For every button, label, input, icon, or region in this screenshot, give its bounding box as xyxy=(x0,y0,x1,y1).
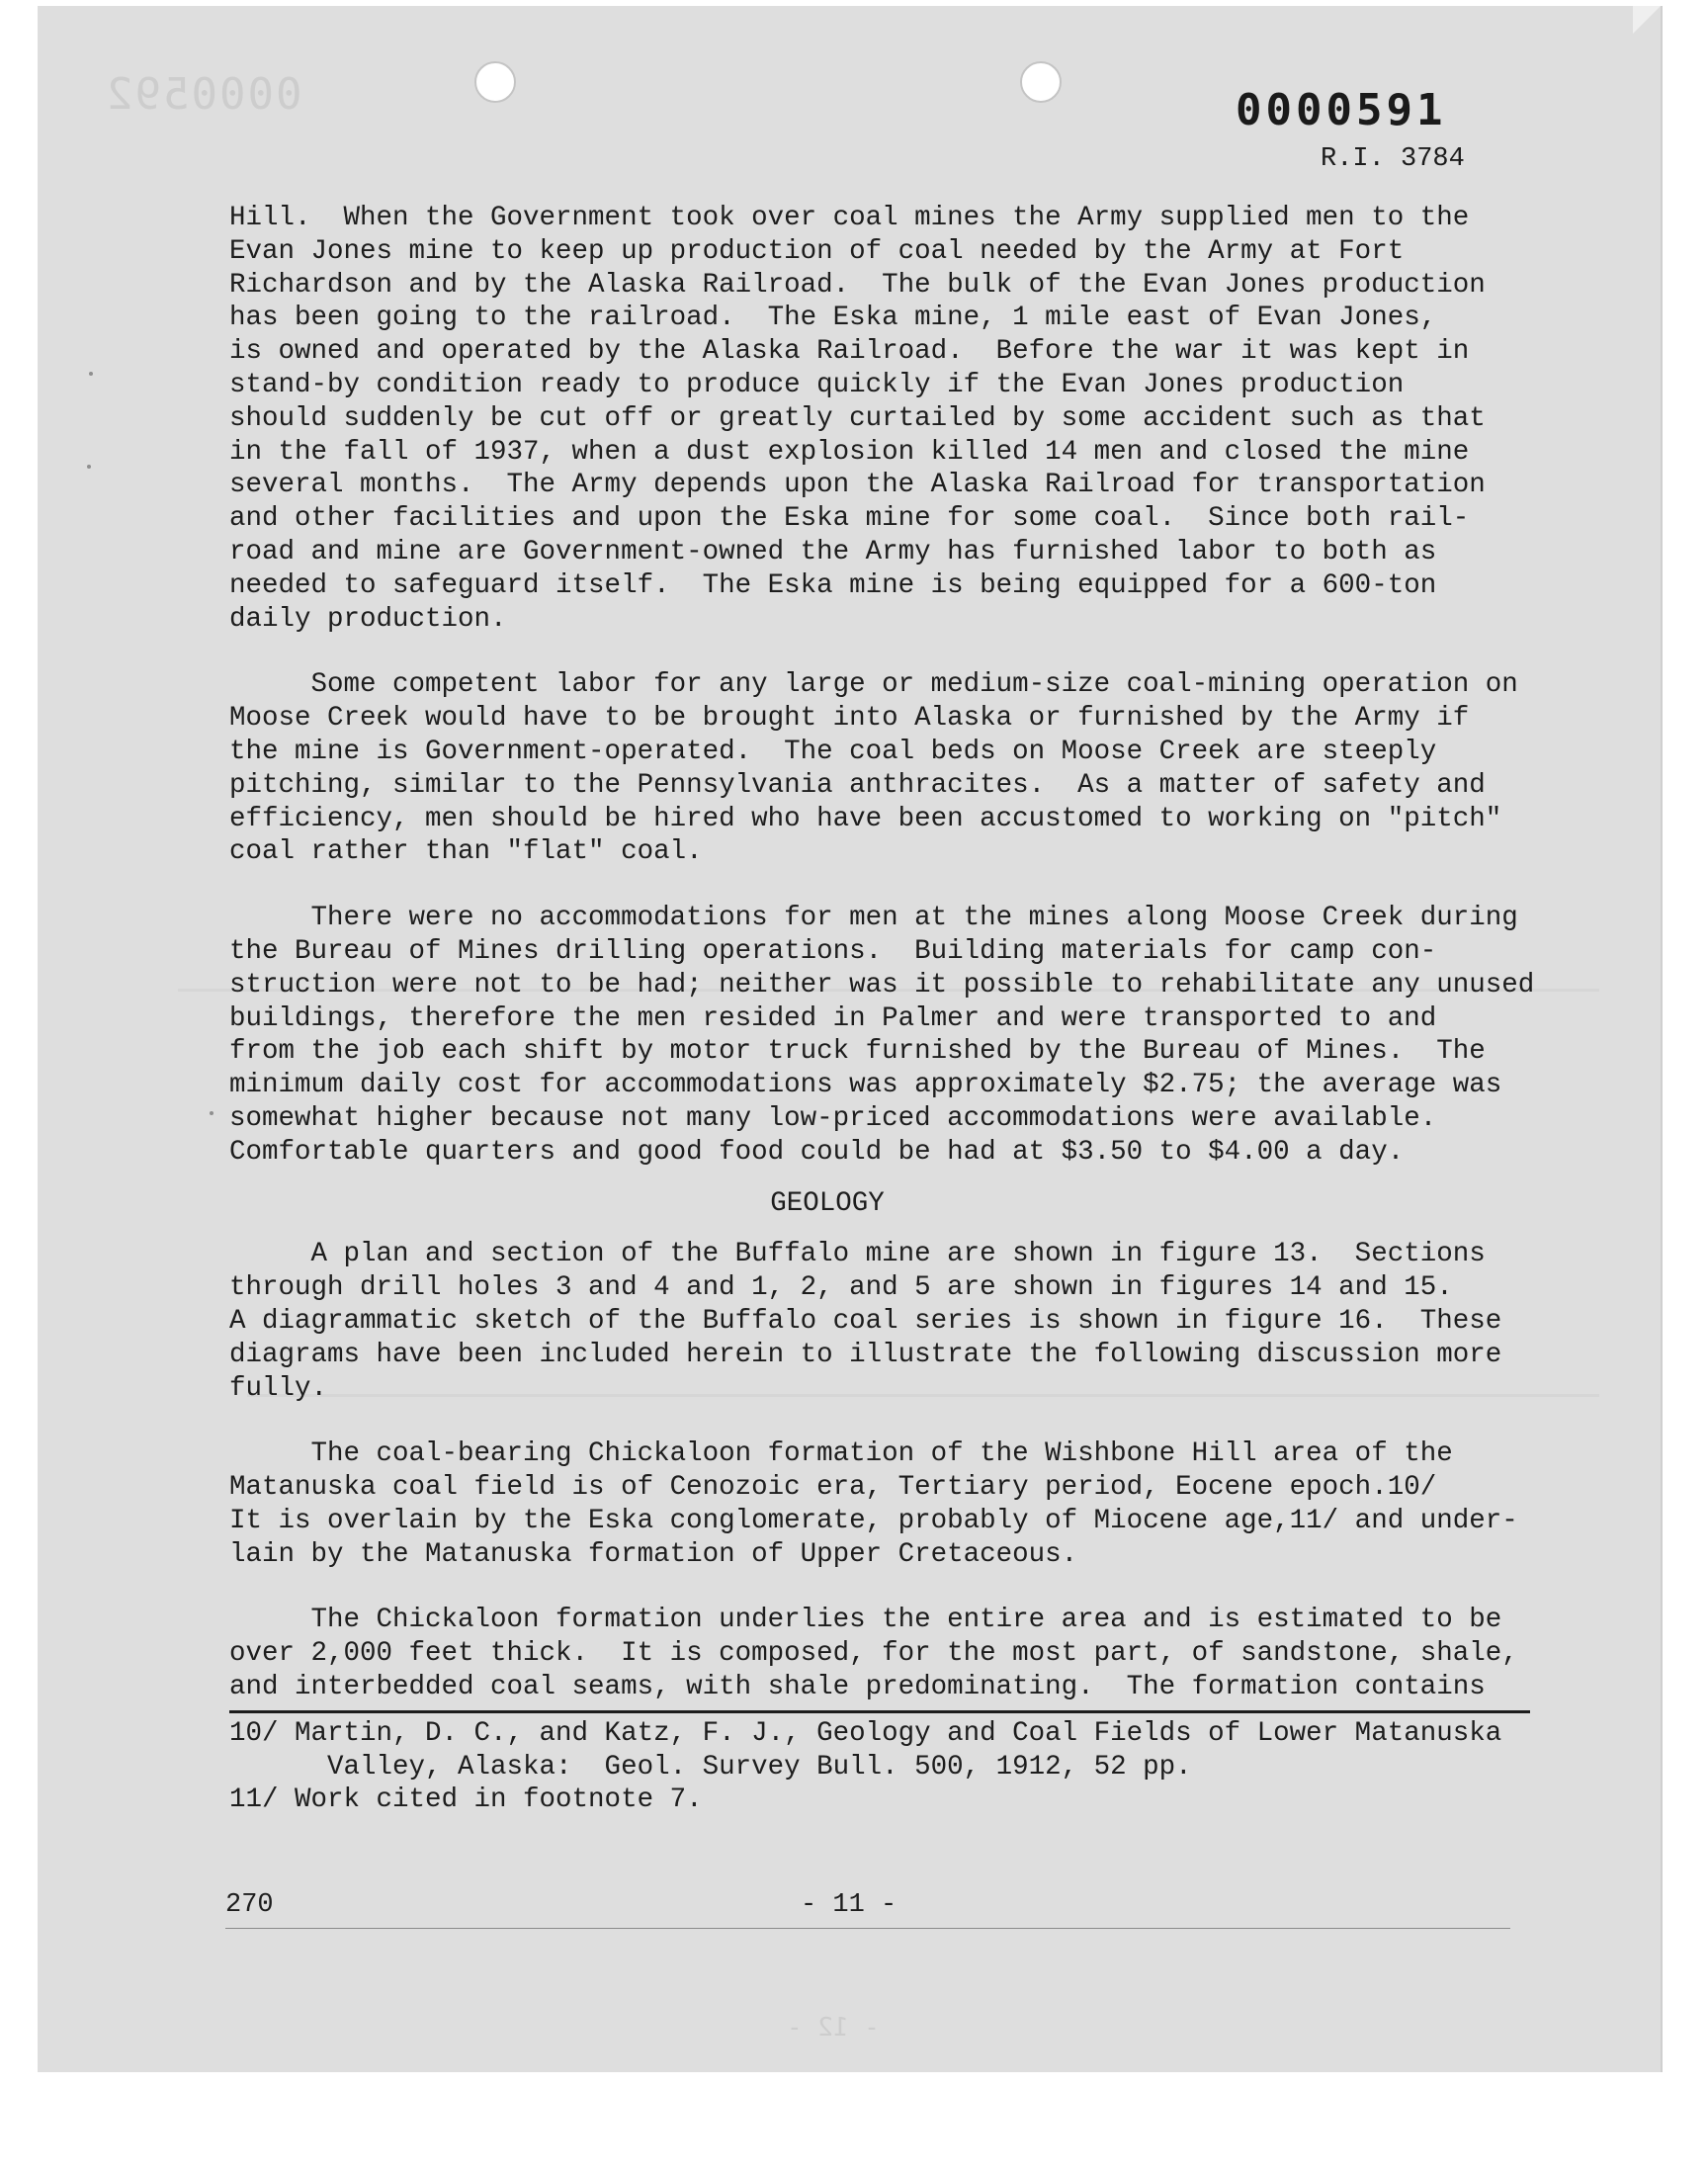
text-line: stand-by condition ready to produce quickly if the Evan Jones production xyxy=(229,369,1405,400)
text-line: coal rather than "flat" coal. xyxy=(229,836,703,868)
bleed-through-number: 0000592 xyxy=(105,69,302,120)
paragraph xyxy=(229,1238,1544,1405)
paragraph-gap xyxy=(229,1220,1544,1238)
document-body xyxy=(229,202,1544,1817)
scan-speck xyxy=(89,372,93,376)
text-line: Moose Creek would have to be brought into Alaska or furnished by the Army if xyxy=(229,703,1470,735)
paragraph xyxy=(229,668,1544,869)
punch-hole-right xyxy=(1020,61,1062,103)
text-line: should suddenly be cut off or greatly curtailed by some accident such as that xyxy=(229,402,1486,434)
paragraph xyxy=(229,902,1544,1169)
document-sequence-number: 270 xyxy=(225,1890,274,1920)
footnote-line: 10/ Martin, D. C., and Katz, F. J., Geology and Coal Fields of Lower Matanuska xyxy=(229,1717,1502,1749)
text-line: diagrams have been included herein to illustrate the following discussion more xyxy=(229,1339,1502,1370)
text-line: fully. xyxy=(229,1372,328,1404)
text-line: efficiency, men should be hired who have been accustomed to working on "pitch" xyxy=(229,803,1502,834)
paragraph-gap xyxy=(229,1571,1544,1604)
text-line: It is overlain by the Eska conglomerate, probably of Miocene age,11/ and under- xyxy=(229,1505,1518,1536)
text-line: buildings, therefore the men resided in Palmer and were transported to and xyxy=(229,1002,1437,1034)
text-line: has been going to the railroad. The Eska mine, 1 mile east of Evan Jones, xyxy=(229,303,1437,334)
footnote-line: 11/ Work cited in footnote 7. xyxy=(229,1784,703,1816)
text-line: lain by the Matanuska formation of Upper Cretaceous. xyxy=(229,1538,1078,1570)
text-line: The coal-bearing Chickaloon formation of the Wishbone Hill area of the xyxy=(229,1438,1453,1470)
text-line: somewhat higher because not many low-priced accommodations were available. xyxy=(229,1102,1437,1134)
paragraph xyxy=(229,202,1544,636)
text-line: daily production. xyxy=(229,603,507,635)
text-line: Matanuska coal field is of Cenozoic era, Tertiary period, Eocene epoch.10/ xyxy=(229,1472,1437,1504)
paragraph-gap xyxy=(229,1170,1544,1187)
text-line: several months. The Army depends upon the Alaska Railroad for transportation xyxy=(229,470,1486,501)
scan-speck xyxy=(87,465,91,469)
text-line: the Bureau of Mines drilling operations. Building materials for camp con- xyxy=(229,935,1437,967)
page-number: - 11 - xyxy=(801,1890,897,1920)
text-line: is owned and operated by the Alaska Railroad. Before the war it was kept in xyxy=(229,336,1470,368)
text-line: needed to safeguard itself. The Eska mine is being equipped for a 600-ton xyxy=(229,569,1437,601)
page-corner-fold xyxy=(1633,6,1661,34)
text-line: in the fall of 1937, when a dust explosion killed 14 men and closed the mine xyxy=(229,436,1470,468)
text-line: There were no accommodations for men at the mines along Moose Creek during xyxy=(229,903,1518,934)
text-line: The Chickaloon formation underlies the entire area and is estimated to be xyxy=(229,1605,1502,1636)
text-line: Evan Jones mine to keep up production of coal needed by the Army at Fort xyxy=(229,235,1405,267)
text-line: A plan and section of the Buffalo mine are shown in figure 13. Sections xyxy=(229,1239,1486,1270)
paragraph-gap xyxy=(229,636,1544,668)
text-line: minimum daily cost for accommodations was approximately $2.75; the average was xyxy=(229,1070,1502,1101)
footnote-rule xyxy=(229,1710,1530,1713)
text-line: Some competent labor for any large or medium-size coal-mining operation on xyxy=(229,669,1518,701)
text-line: and other facilities and upon the Eska mine for some coal. Since both rail- xyxy=(229,503,1470,535)
text-line: through drill holes 3 and 4 and 1, 2, and 5 are shown in figures 14 and 15. xyxy=(229,1272,1453,1304)
footnote-line: Valley, Alaska: Geol. Survey Bull. 500, 1912, 52 pp. xyxy=(229,1751,1192,1783)
section-heading: GEOLOGY xyxy=(770,1187,885,1219)
text-line: A diagrammatic sketch of the Buffalo coal series is shown in figure 16. These xyxy=(229,1305,1502,1337)
text-line: the mine is Government-operated. The coal beds on Moose Creek are steeply xyxy=(229,736,1437,767)
paragraph-gap xyxy=(229,869,1544,902)
paragraph-gap xyxy=(229,1405,1544,1437)
text-line: from the job each shift by motor truck furnished by the Bureau of Mines. The xyxy=(229,1036,1486,1068)
punch-hole-left xyxy=(474,61,516,103)
text-line: Hill. When the Government took over coal mines the Army supplied men to the xyxy=(229,203,1470,233)
text-line: pitching, similar to the Pennsylvania anthracites. As a matter of safety and xyxy=(229,769,1486,801)
footnotes xyxy=(229,1717,1544,1817)
text-line: Richardson and by the Alaska Railroad. The bulk of the Evan Jones production xyxy=(229,269,1486,301)
footer-rule xyxy=(225,1928,1510,1929)
bleed-through-page-number: - 12 - xyxy=(787,2013,880,2043)
paragraph xyxy=(229,1437,1544,1571)
text-line: Comfortable quarters and good food could be had at $3.50 to $4.00 a day. xyxy=(229,1136,1405,1168)
paragraph xyxy=(229,1604,1544,1703)
report-identifier: R.I. 3784 xyxy=(1321,144,1465,174)
text-line: road and mine are Government-owned the Army has furnished labor to both as xyxy=(229,536,1437,567)
scan-speck xyxy=(210,1111,214,1115)
text-line: struction were not to be had; neither was it possible to rehabilitate any unused xyxy=(229,969,1535,1000)
text-line: over 2,000 feet thick. It is composed, for the most part, of sandstone, shale, xyxy=(229,1638,1518,1670)
text-line: and interbedded coal seams, with shale predominating. The formation contains xyxy=(229,1672,1486,1703)
document-stamp-number: 0000591 xyxy=(1236,85,1447,135)
